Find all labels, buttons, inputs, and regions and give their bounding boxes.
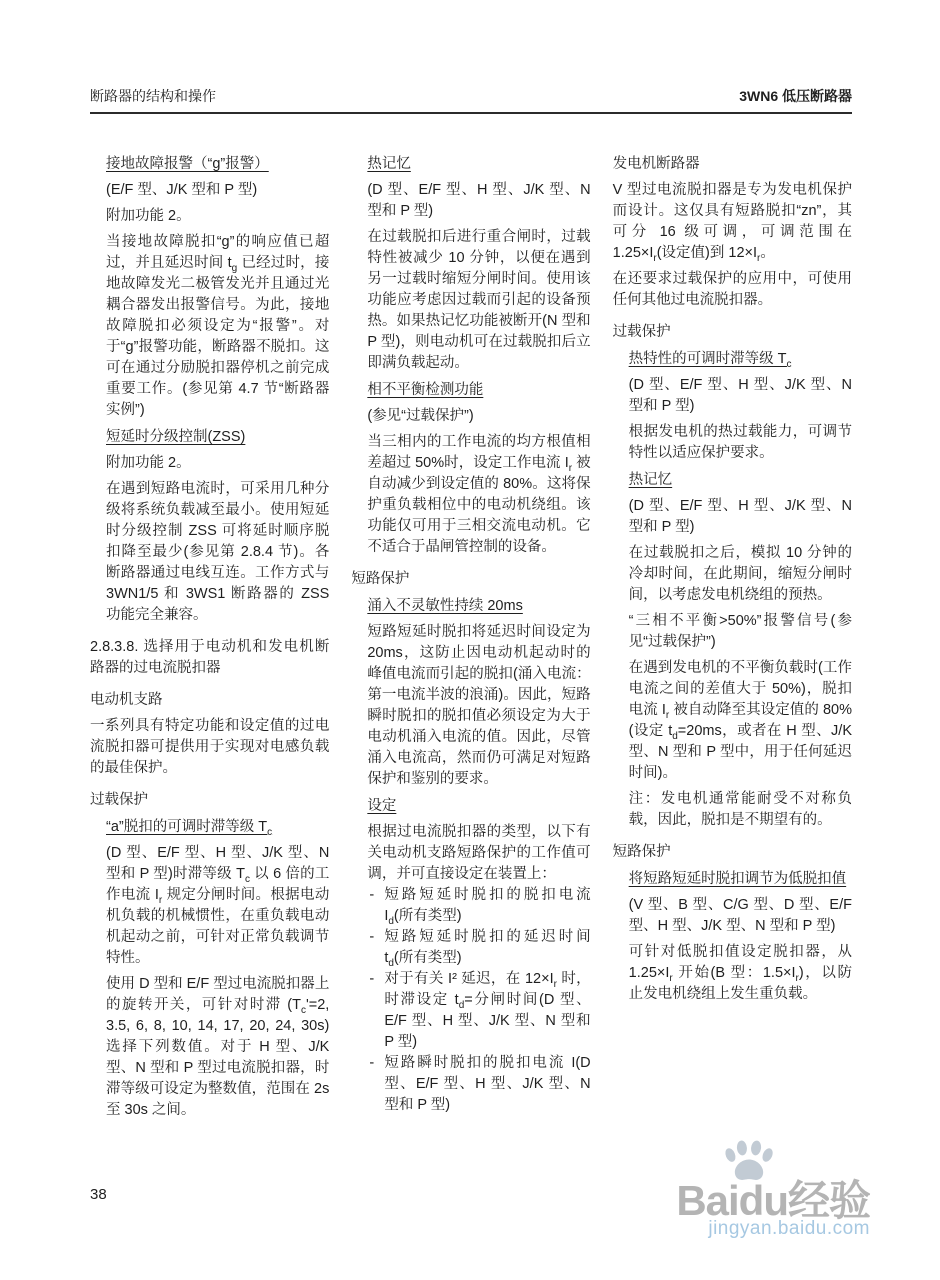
section-heading: 发电机断路器: [612, 156, 700, 172]
paragraph: 注：发电机通常能耐受不对称负载，因此，脱扣是不期望有的。: [628, 791, 852, 828]
section-heading: 电动机支路: [90, 692, 163, 708]
paragraph: (D 型、E/F 型、H 型、J/K 型、N 型和 P 型): [628, 498, 852, 535]
sub-heading-underlined: 将短路短延时脱扣调节为低脱扣值: [628, 871, 847, 887]
sub-heading-underlined: 接地故障报警（“g”报警）: [106, 156, 269, 172]
paragraph: (D 型、E/F 型、H 型、J/K 型、N 型和 P 型)时滞等级 $T_c$ 以 6 倍的工作电流 $I_r$ 规定分闸时间。根据电动机负载的机械惯性，在重负载电动机起动之前，可针对正常负载调节特性。: [106, 845, 330, 966]
watermark-brand-suffix: 经验: [787, 1177, 870, 1224]
paragraph: 当接地故障脱扣“g”的响应值已超过，并且延迟时间 $t_g$ 已经过时，接地故障发光二极管发光并且通过光耦合器发出报警信号。为此，接地故障脱扣必须设定为“报警”。对于“g”报警功能，断路器不脱扣。这可在通过分励脱扣器停机之前完成重要工作。(参见第 4.7 节“断路器实例”): [106, 234, 330, 418]
paragraph: 在遇到短路电流时，可采用几种分级将系统负载减至最小。使用短延时分级控制 ZSS 可将延时顺序脱扣降至最少(参见第 2.8.4 节)。各断路器通过电线互连。工作方式与 3WN1/5 和 3WS1 断路器的 ZSS 功能完全兼容。: [106, 481, 330, 623]
paragraph: 根据过电流脱扣器的类型，以下有关电动机支路短路保护的工作值可调，并可直接设定在装置上：: [367, 824, 591, 882]
paragraph: (参见“过载保护”): [367, 408, 474, 424]
header-left-title: 断路器的结构和操作: [90, 88, 216, 104]
list-item: - 短路短延时脱扣的脱扣电流 $I_d$(所有类型): [367, 885, 590, 927]
page-header: [90, 86, 852, 114]
paragraph: 使用 D 型和 E/F 型过电流脱扣器上的旋转开关，可针对时滞 ($T_c'=2$, 3.5, 6, 8, 10, 14, 17, 20, 24, 30s)选择下列数值。对于 H 型、J/K 型、N 型和 P 型过电流脱扣器，时滞等级可设定为整数值，范围在 2s 至 30s 之间。: [106, 976, 330, 1118]
document-body: [90, 154, 852, 1121]
paragraph: 在遇到发电机的不平衡负载时(工作电流之间的差值大于 50%)，脱扣电流 $I_r$ 被自动降至其设定值的 80%(设定 $t_d=20ms$，或者在 H 型、J/K 型、N 型和 P 型中，用于任何延迟时间)。: [628, 660, 852, 781]
paragraph: (D 型、E/F 型、H 型、J/K 型、N 型和 P 型): [367, 182, 591, 219]
paragraph: 一系列具有特定功能和设定值的过电流脱扣器可提供用于实现对电感负载的最佳保护。: [90, 718, 330, 776]
sub-heading-underlined: 相不平衡检测功能: [367, 382, 484, 398]
section-heading: 短路保护: [351, 571, 410, 587]
page-number: 38: [90, 1186, 107, 1203]
paragraph: 当三相内的工作电流的均方根值相差超过 50%时，设定工作电流 $I_r$ 被自动减少到设定值的 80%。这将保护重负载相位中的电动机绕组。该功能仅可用于三相交流电动机。它不适合于晶闸管控制的设备。: [367, 434, 591, 555]
watermark-brand: Baidu: [676, 1177, 788, 1224]
watermark-url: jingyan.baidu.com: [708, 1218, 870, 1239]
paragraph: “三相不平衡>50%”报警信号(参见“过载保护”): [628, 613, 852, 650]
baidu-jingyan-watermark: [620, 1140, 870, 1244]
list-item: - 短路短延时脱扣的延迟时间 $t_d$(所有类型): [367, 927, 590, 969]
sub-heading-underlined: 热记忆: [367, 156, 411, 172]
header-right-title: 3WN6 低压断路器: [739, 88, 852, 104]
paragraph: 在还要求过载保护的应用中，可使用任何其他过电流脱扣器。: [612, 271, 852, 308]
sub-heading-underlined: 热特性的可调时滞等级 $T_c$: [628, 351, 792, 370]
text-column-2: [351, 154, 590, 1121]
list-item: - 短路瞬时脱扣的脱扣电流 I(D 型、E/F 型、H 型、J/K 型、N 型和 P 型): [367, 1053, 590, 1116]
sub-heading-underlined: 设定: [367, 798, 397, 814]
paragraph: (V 型、B 型、C/G 型、D 型、E/F 型、H 型、J/K 型、N 型和 P 型): [628, 897, 852, 934]
text-column-1: [90, 154, 329, 1121]
section-heading: 2.8.3.8. 选择用于电动机和发电机断路器的过电流脱扣器: [90, 639, 330, 676]
paragraph: 可针对低脱扣值设定脱扣器，从 $1.25\times I_r$ 开始(B 型：$1.5\times I_r$)，以防止发电机绕组上发生重负载。: [628, 944, 852, 1002]
paragraph: 附加功能 2。: [106, 208, 191, 224]
list-item: - 对于有关 I² 延迟，在 $12\times I_r$ 时，时滞设定 $t_d=$分闸时间(D 型、E/F 型、H 型、J/K 型、N 型和 P 型): [367, 969, 590, 1053]
paragraph: 短路短延时脱扣将延迟时间设定为 20ms，这防止因电动机起动时的峰值电流而引起的脱扣(涌入电流：第一电流半波的浪涌)。因此，短路瞬时脱扣的脱扣值必须设定为大于电动机涌入电流的值。因此，尽管涌入电流高，然而仍可满足对短路保护和鉴别的要求。: [367, 624, 591, 787]
section-heading: 短路保护: [612, 844, 671, 860]
text-column-3: [613, 154, 852, 1121]
section-heading: 过载保护: [612, 324, 671, 340]
paragraph: 在过载脱扣之后，模拟 10 分钟的冷却时间，在此期间，缩短分闸时间，以考虑发电机绕组的预热。: [628, 545, 852, 603]
sub-heading-underlined: 热记忆: [628, 472, 673, 488]
sub-heading-underlined: “a”脱扣的可调时滞等级 $T_c$: [106, 819, 273, 838]
paragraph: 附加功能 2。: [106, 455, 191, 471]
paragraph: 在过载脱扣后进行重合闸时，过载特性被减少 10 分钟，以便在遇到另一过载时缩短分闸时间。使用该功能应考虑因过载而引起的设备预热。如果热记忆功能被断开(N 型和 P 型)，则电动机可在过载脱扣后立即满负载起动。: [367, 229, 591, 371]
sub-heading-underlined: 短延时分级控制(ZSS): [106, 429, 246, 445]
section-heading: 过载保护: [90, 792, 148, 808]
paragraph: (D 型、E/F 型、H 型、J/K 型、N 型和 P 型): [628, 377, 852, 414]
paragraph: V 型过电流脱扣器是专为发电机保护而设计。这仅具有短路脱扣“zn”，其可分 16 级可调，可调范围在 $1.25\times I_r$(设定值)到 $12\times I_r$。: [612, 182, 852, 264]
paragraph: (E/F 型、J/K 型和 P 型): [106, 182, 258, 198]
paragraph: 根据发电机的热过载能力，可调节特性以适应保护要求。: [628, 424, 852, 461]
sub-heading-underlined: 涌入不灵敏性持续 20ms: [367, 598, 523, 614]
